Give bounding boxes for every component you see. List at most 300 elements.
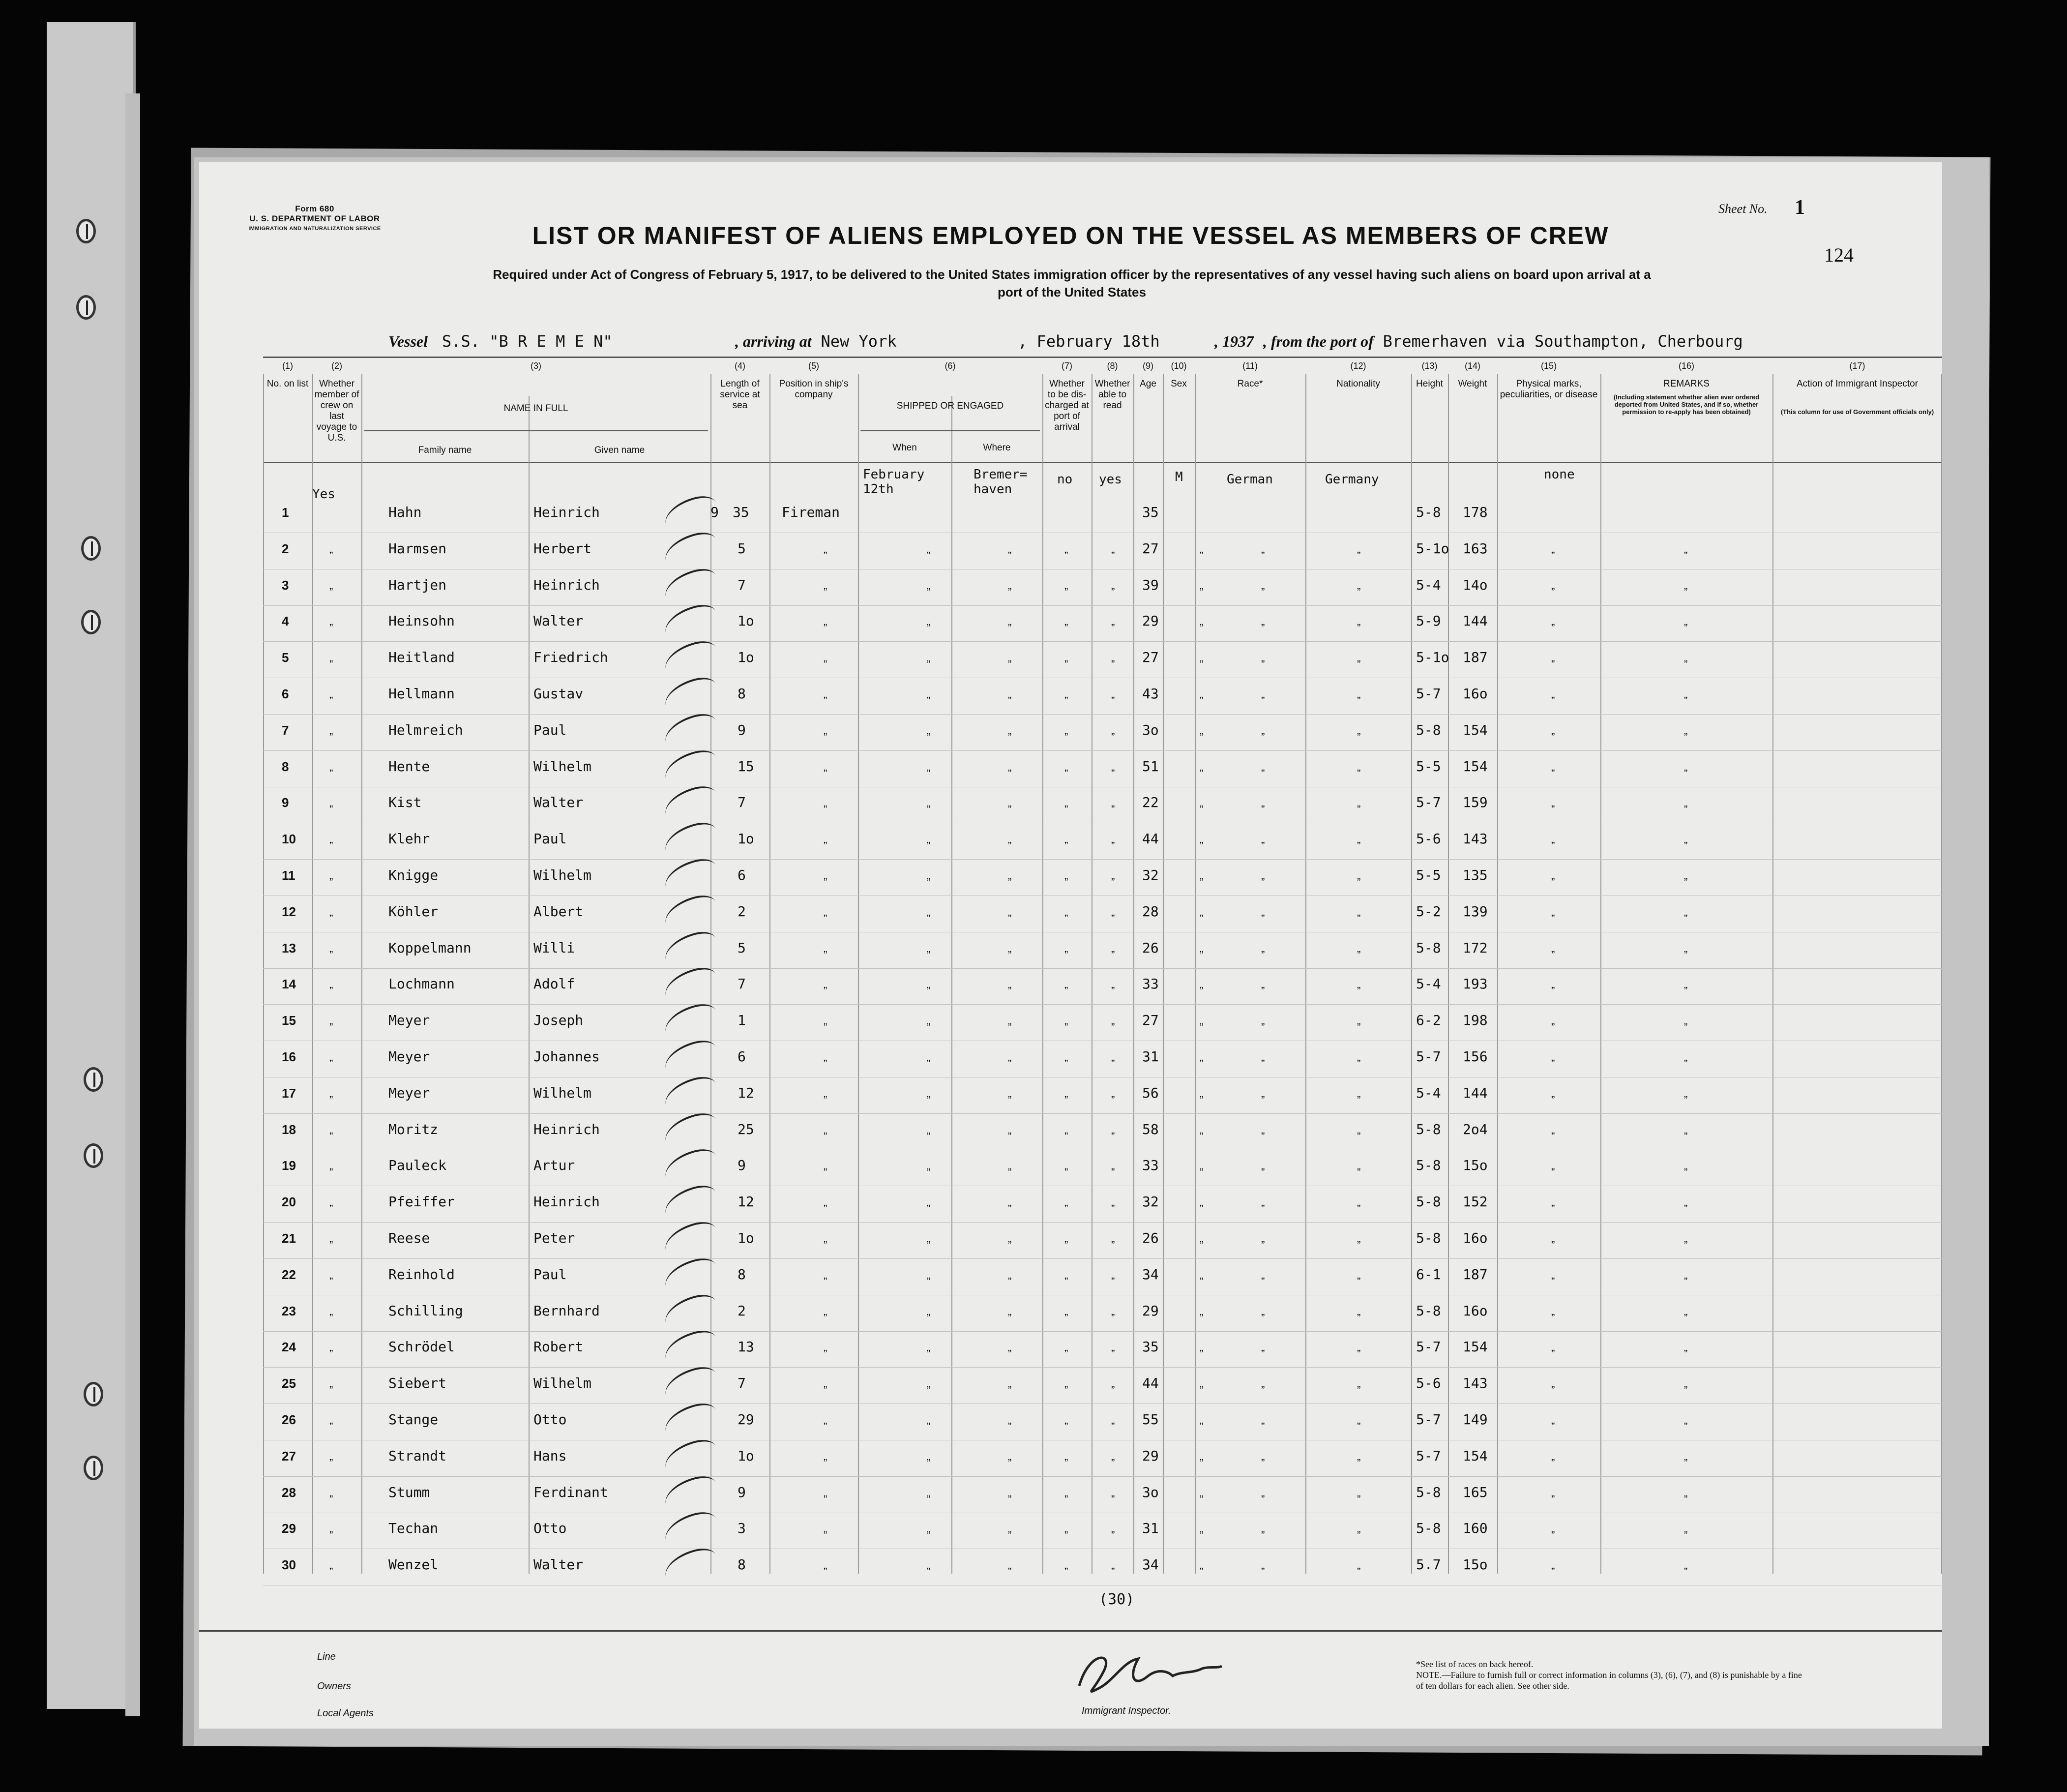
row-number: 24	[282, 1340, 296, 1354]
ditto-mark: „	[1111, 724, 1115, 737]
column-subheader: Given name	[594, 445, 645, 455]
column-divider	[1772, 374, 1773, 1574]
race-value: German	[1227, 472, 1273, 487]
ditto-mark: „	[1111, 615, 1115, 627]
ditto-mark: „	[1684, 1559, 1688, 1571]
weight-value: 187	[1463, 649, 1488, 665]
binder-hole	[81, 536, 101, 561]
ditto-mark: „	[1008, 978, 1012, 990]
ditto-mark: „	[1357, 869, 1361, 882]
row-number: 5	[282, 650, 289, 665]
ditto-mark: „	[1064, 906, 1068, 918]
ditto-mark: „	[329, 1160, 333, 1172]
ditto-mark: „	[824, 833, 827, 845]
ditto-mark: „	[1551, 724, 1555, 737]
ditto-mark: „	[1111, 1487, 1115, 1499]
row-number: 14	[282, 977, 296, 991]
given-name: Wilhelm	[533, 1085, 592, 1101]
service-years: 7	[738, 976, 746, 992]
column-number: (5)	[808, 361, 819, 371]
column-header: Action of Immigrant Inspector	[1796, 379, 1919, 389]
service-years: 8	[738, 1266, 746, 1283]
service-years: 2	[738, 903, 746, 920]
service-years: 15	[738, 758, 754, 775]
family-name: Harmsen	[388, 540, 447, 557]
service-years: 13	[738, 1339, 754, 1355]
ditto-mark: „	[1551, 1523, 1555, 1535]
arriving-label: , arriving at	[735, 332, 812, 350]
footer-line-label: Line	[317, 1651, 336, 1662]
binder-hole	[81, 610, 101, 634]
crew-last-voyage-value: Yes	[312, 487, 335, 502]
ditto-mark: „	[824, 1341, 827, 1353]
arriving-port: New York	[821, 332, 897, 351]
ditto-mark: „	[1064, 761, 1068, 773]
ditto-mark: „	[1551, 1414, 1555, 1426]
service-years: 6	[738, 867, 746, 883]
ditto-mark: „	[824, 1450, 827, 1463]
total-count: (30)	[1099, 1591, 1135, 1608]
ditto-mark: „	[824, 1124, 827, 1136]
ditto-mark: „	[1200, 615, 1204, 627]
column-divider	[263, 374, 264, 1574]
ditto-mark: „	[1261, 833, 1265, 845]
ditto-mark: „	[1551, 1377, 1555, 1390]
ditto-mark: „	[1200, 543, 1204, 555]
family-name: Meyer	[388, 1012, 430, 1028]
age-value: 51	[1142, 758, 1159, 775]
ditto-mark: „	[1008, 579, 1012, 592]
height-value: 5.7	[1416, 1556, 1441, 1573]
weight-value: 163	[1463, 540, 1488, 557]
family-name: Heitland	[388, 649, 455, 665]
row-rule	[263, 605, 1942, 606]
ditto-mark: „	[927, 724, 931, 737]
given-name: Paul	[533, 722, 567, 738]
column-divider	[312, 374, 313, 1574]
family-name: Meyer	[388, 1048, 430, 1065]
ditto-mark: „	[1261, 1341, 1265, 1353]
ditto-mark: „	[1684, 724, 1688, 737]
family-name: Pauleck	[388, 1157, 447, 1173]
subtitle	[337, 266, 1807, 301]
ditto-mark: „	[1008, 906, 1012, 918]
ditto-mark: „	[1357, 652, 1361, 664]
ditto-mark: „	[824, 1196, 827, 1208]
ditto-mark: „	[1684, 1124, 1688, 1136]
race-note: *See list of races on back hereof.	[1416, 1659, 1534, 1669]
ditto-mark: „	[1064, 1414, 1068, 1426]
ditto-mark: „	[1111, 1051, 1115, 1063]
ditto-mark: „	[824, 1087, 827, 1100]
height-value: 5-1o	[1416, 540, 1449, 557]
vessel-name: S.S. "B R E M E N"	[442, 332, 613, 351]
origin-field	[1214, 332, 1743, 351]
ditto-mark: „	[1684, 1051, 1688, 1063]
age-value: 27	[1142, 1012, 1159, 1028]
column-divider	[769, 374, 770, 1574]
service-years: 1o	[738, 1230, 754, 1246]
family-name: Moritz	[388, 1121, 439, 1137]
service-years: 1	[738, 1012, 746, 1028]
ditto-mark: „	[1064, 1269, 1068, 1281]
ditto-mark: „	[1008, 1305, 1012, 1317]
age-value: 43	[1142, 686, 1159, 702]
age-value: 32	[1142, 1194, 1159, 1210]
column-number: (17)	[1849, 361, 1865, 371]
ditto-mark: „	[1551, 543, 1555, 555]
given-name: Herbert	[533, 540, 592, 557]
ditto-mark: „	[1111, 688, 1115, 700]
ditto-mark: „	[927, 1559, 931, 1571]
row-number: 19	[282, 1158, 296, 1173]
family-name: Helmreich	[388, 722, 463, 738]
ditto-mark: „	[927, 1523, 931, 1535]
column-number: (12)	[1350, 361, 1366, 371]
height-value: 5-8	[1416, 1303, 1441, 1319]
weight-value: 187	[1463, 1266, 1488, 1283]
ditto-mark: „	[1064, 688, 1068, 700]
ditto-mark: „	[329, 1051, 333, 1063]
ditto-mark: „	[1261, 615, 1265, 627]
ditto-mark: „	[1008, 797, 1012, 809]
form-department: U. S. DEPARTMENT OF LABOR	[249, 214, 380, 223]
weight-value: 143	[1463, 831, 1488, 847]
ditto-mark: „	[1684, 797, 1688, 809]
ditto-mark: „	[824, 1051, 827, 1063]
given-name: Walter	[533, 613, 584, 629]
weight-value: 193	[1463, 976, 1488, 992]
row-number: 20	[282, 1195, 296, 1209]
ditto-mark: „	[1008, 833, 1012, 845]
family-name: Hahn	[388, 504, 422, 520]
weight-value: 16o	[1463, 1230, 1488, 1246]
ditto-mark: „	[329, 688, 333, 700]
ditto-mark: „	[1357, 1305, 1361, 1317]
column-subheader: Where	[983, 443, 1011, 453]
ditto-mark: „	[1551, 579, 1555, 592]
column-divider	[1195, 374, 1196, 1574]
ditto-mark: „	[1064, 869, 1068, 882]
ditto-mark: „	[1200, 1124, 1204, 1136]
ditto-mark: „	[1357, 1487, 1361, 1499]
given-name: Bernhard	[533, 1303, 600, 1319]
column-number: (14)	[1464, 361, 1480, 371]
ditto-mark: „	[1261, 906, 1265, 918]
ditto-mark: „	[1008, 869, 1012, 882]
ditto-mark: „	[927, 1269, 931, 1281]
ditto-mark: „	[1357, 1559, 1361, 1571]
ditto-mark: „	[1684, 978, 1688, 990]
ditto-mark: „	[1111, 869, 1115, 882]
ditto-mark: „	[1551, 1015, 1555, 1027]
age-value: 31	[1142, 1048, 1159, 1065]
ditto-mark: „	[1064, 1305, 1068, 1317]
column-divider	[1092, 374, 1093, 1574]
sex-value: M	[1175, 470, 1183, 484]
height-value: 5-7	[1416, 794, 1441, 810]
family-name: Knigge	[388, 867, 439, 883]
height-value: 5-5	[1416, 867, 1441, 883]
row-number: 6	[282, 687, 289, 701]
ditto-mark: „	[1200, 1341, 1204, 1353]
ditto-mark: „	[927, 1124, 931, 1136]
binder-hole	[84, 1382, 103, 1406]
column-header: Physical marks, peculiarities, or disease	[1500, 379, 1598, 400]
column-number: (2)	[331, 361, 342, 371]
family-name: Kist	[388, 794, 422, 810]
column-divider	[1497, 374, 1498, 1574]
ditto-mark: „	[1008, 543, 1012, 555]
ditto-mark: „	[1200, 1087, 1204, 1100]
age-value: 44	[1142, 831, 1159, 847]
column-header: Sex	[1171, 379, 1187, 389]
ditto-mark: „	[1684, 1450, 1688, 1463]
row-number: 30	[282, 1557, 296, 1572]
ditto-mark: „	[1684, 652, 1688, 664]
shipped-when-value: February 12th	[863, 467, 925, 497]
ditto-mark: „	[1357, 1051, 1361, 1063]
ditto-mark: „	[329, 942, 333, 955]
given-name: Joseph	[533, 1012, 584, 1028]
column-number: (6)	[945, 361, 956, 371]
ditto-mark: „	[1551, 1487, 1555, 1499]
height-value: 5-8	[1416, 940, 1441, 956]
ditto-mark: „	[1551, 1051, 1555, 1063]
ditto-mark: „	[1357, 833, 1361, 845]
height-value: 5-8	[1416, 722, 1441, 738]
ditto-mark: „	[1261, 1450, 1265, 1463]
ditto-mark: „	[927, 906, 931, 918]
family-name: Strandt	[388, 1448, 447, 1464]
ditto-mark: „	[1064, 1087, 1068, 1100]
binder-hole	[84, 1067, 103, 1092]
row-rule	[263, 968, 1942, 969]
weight-value: 165	[1463, 1484, 1488, 1500]
row-number: 8	[282, 759, 289, 774]
name-subrule	[364, 430, 708, 431]
ditto-mark: „	[1064, 1015, 1068, 1027]
row-number: 13	[282, 941, 296, 956]
binder-hole	[84, 1456, 103, 1480]
row-number: 12	[282, 904, 296, 919]
binder-strip-edge	[125, 93, 140, 1716]
ditto-mark: „	[329, 615, 333, 627]
given-name: Heinrich	[533, 1194, 600, 1210]
binder-hole	[84, 1143, 103, 1168]
family-name: Schilling	[388, 1303, 463, 1319]
column-number: (4)	[735, 361, 745, 371]
weight-value: 16o	[1463, 686, 1488, 702]
family-name: Köhler	[388, 903, 439, 920]
ditto-mark: „	[1111, 543, 1115, 555]
ditto-mark: „	[1261, 1160, 1265, 1172]
inspector-label: Immigrant Inspector.	[1082, 1705, 1171, 1716]
ditto-mark: „	[1357, 1523, 1361, 1535]
page-number: 124	[1824, 244, 1854, 266]
ditto-mark: „	[1064, 942, 1068, 955]
header-bottom-rule	[263, 462, 1942, 463]
age-value: 27	[1142, 649, 1159, 665]
given-name: Hans	[533, 1448, 567, 1464]
ditto-mark: „	[1200, 652, 1204, 664]
origin-port: Bremerhaven via Southampton, Cherbourg	[1383, 332, 1743, 351]
ditto-mark: „	[329, 833, 333, 845]
ditto-mark: „	[1008, 1523, 1012, 1535]
ditto-mark: „	[1111, 906, 1115, 918]
age-value: 31	[1142, 1520, 1159, 1536]
shipped-subrule	[860, 430, 1040, 431]
ditto-mark: „	[1684, 1341, 1688, 1353]
ditto-mark: „	[1261, 688, 1265, 700]
family-name: Wenzel	[388, 1556, 439, 1573]
date-day: 18th	[1122, 332, 1160, 351]
ditto-mark: „	[927, 1450, 931, 1463]
weight-value: 198	[1463, 1012, 1488, 1028]
weight-value: 154	[1463, 1339, 1488, 1355]
ditto-mark: „	[1200, 1523, 1204, 1535]
marks-value: none	[1544, 467, 1575, 482]
ditto-mark: „	[1684, 1015, 1688, 1027]
ditto-mark: „	[824, 543, 827, 555]
given-name: Adolf	[533, 976, 575, 992]
height-value: 5-7	[1416, 1411, 1441, 1428]
given-name: Albert	[533, 903, 584, 920]
ditto-mark: „	[824, 942, 827, 955]
column-header: REMARKS	[1663, 379, 1710, 389]
given-name: Heinrich	[533, 1121, 600, 1137]
weight-value: 154	[1463, 722, 1488, 738]
ditto-mark: „	[329, 1450, 333, 1463]
given-name: Otto	[533, 1411, 567, 1428]
ditto-mark: „	[1551, 1341, 1555, 1353]
footer-agents-label: Local Agents	[317, 1708, 374, 1719]
row-rule	[263, 750, 1942, 751]
given-name: Paul	[533, 1266, 567, 1283]
ditto-mark: „	[1684, 833, 1688, 845]
ditto-mark: „	[1200, 1015, 1204, 1027]
ditto-mark: „	[1111, 1160, 1115, 1172]
ditto-mark: „	[329, 579, 333, 592]
ditto-mark: „	[1684, 1523, 1688, 1535]
column-divider	[1941, 374, 1942, 1574]
age-value: 44	[1142, 1375, 1159, 1391]
given-name: Peter	[533, 1230, 575, 1246]
ditto-mark: „	[1357, 615, 1361, 627]
weight-value: 14o	[1463, 577, 1488, 593]
column-number: (16)	[1678, 361, 1694, 371]
ditto-mark: „	[1200, 797, 1204, 809]
column-divider	[1163, 374, 1164, 1574]
ditto-mark: „	[927, 1487, 931, 1499]
ditto-mark: „	[1008, 942, 1012, 955]
ditto-mark: „	[1200, 579, 1204, 592]
ditto-mark: „	[1008, 1450, 1012, 1463]
ditto-mark: „	[1261, 652, 1265, 664]
height-value: 5-7	[1416, 1448, 1441, 1464]
service-years: 12	[738, 1194, 754, 1210]
age-value: 3o	[1142, 1484, 1159, 1500]
ditto-mark: „	[1008, 1232, 1012, 1245]
ditto-mark: „	[1200, 1051, 1204, 1063]
service-years: 3	[738, 1520, 746, 1536]
penalty-note: NOTE.—Failure to furnish full or correct information in columns (3), (6), (7), and (8) is punishable by a fine of ten dollars for each alien. See other side.	[1416, 1670, 1802, 1691]
row-rule	[263, 1476, 1942, 1477]
weight-value: 15o	[1463, 1157, 1488, 1173]
ditto-mark: „	[1064, 1232, 1068, 1245]
column-subheader: When	[892, 443, 917, 453]
family-name: Klehr	[388, 831, 430, 847]
date-field	[1018, 332, 1160, 351]
family-name: Siebert	[388, 1375, 447, 1391]
ditto-mark: „	[1357, 1124, 1361, 1136]
ditto-mark: „	[329, 761, 333, 773]
row-number: 25	[282, 1376, 296, 1391]
ditto-mark: „	[1111, 1015, 1115, 1027]
footer-owners-label: Owners	[317, 1681, 351, 1692]
column-header: NAME IN FULL	[503, 403, 568, 414]
family-name: Meyer	[388, 1085, 430, 1101]
position-value: Fireman	[782, 504, 840, 520]
ditto-mark: „	[1261, 1414, 1265, 1426]
ditto-mark: „	[1357, 906, 1361, 918]
ditto-mark: „	[1111, 1414, 1115, 1426]
weight-value: 154	[1463, 758, 1488, 775]
ditto-mark: „	[1200, 978, 1204, 990]
sheet-number: 1	[1795, 196, 1805, 219]
ditto-mark: „	[824, 1305, 827, 1317]
given-name: Artur	[533, 1157, 575, 1173]
ditto-mark: „	[1551, 1269, 1555, 1281]
ditto-mark: „	[329, 1377, 333, 1390]
ditto-mark: „	[1064, 1341, 1068, 1353]
family-name: Lochmann	[388, 976, 455, 992]
column-header: No. on list	[266, 379, 309, 389]
ditto-mark: „	[329, 906, 333, 918]
given-name: Johannes	[533, 1048, 600, 1065]
ditto-mark: „	[1111, 942, 1115, 955]
ditto-mark: „	[1357, 978, 1361, 990]
ditto-mark: „	[1261, 1232, 1265, 1245]
service-years: 12	[738, 1085, 754, 1101]
column-subheader: Family name	[418, 445, 472, 455]
row-rule	[263, 641, 1942, 642]
ditto-mark: „	[927, 1232, 931, 1245]
ditto-mark: „	[1357, 1015, 1361, 1027]
ditto-mark: „	[1684, 1377, 1688, 1390]
age-value: 27	[1142, 540, 1159, 557]
ditto-mark: „	[1064, 1160, 1068, 1172]
row-number: 21	[282, 1231, 296, 1246]
ditto-mark: „	[1684, 906, 1688, 918]
service-years: 8	[738, 686, 746, 702]
from-label: , from the port of	[1263, 332, 1374, 350]
service-years: 9	[738, 1484, 746, 1500]
ditto-mark: „	[1064, 978, 1068, 990]
ditto-mark: „	[1357, 579, 1361, 592]
row-number: 15	[282, 1013, 296, 1028]
column-divider	[1600, 374, 1601, 1574]
ditto-mark: „	[1200, 1269, 1204, 1281]
ditto-mark: „	[1200, 869, 1204, 882]
ditto-mark: „	[1261, 1015, 1265, 1027]
ditto-mark: „	[927, 1305, 931, 1317]
ditto-mark: „	[1064, 1124, 1068, 1136]
ditto-mark: „	[1357, 797, 1361, 809]
ditto-mark: „	[1111, 652, 1115, 664]
row-rule	[263, 859, 1942, 860]
subtitle-line-2: port of the United States	[998, 285, 1146, 299]
